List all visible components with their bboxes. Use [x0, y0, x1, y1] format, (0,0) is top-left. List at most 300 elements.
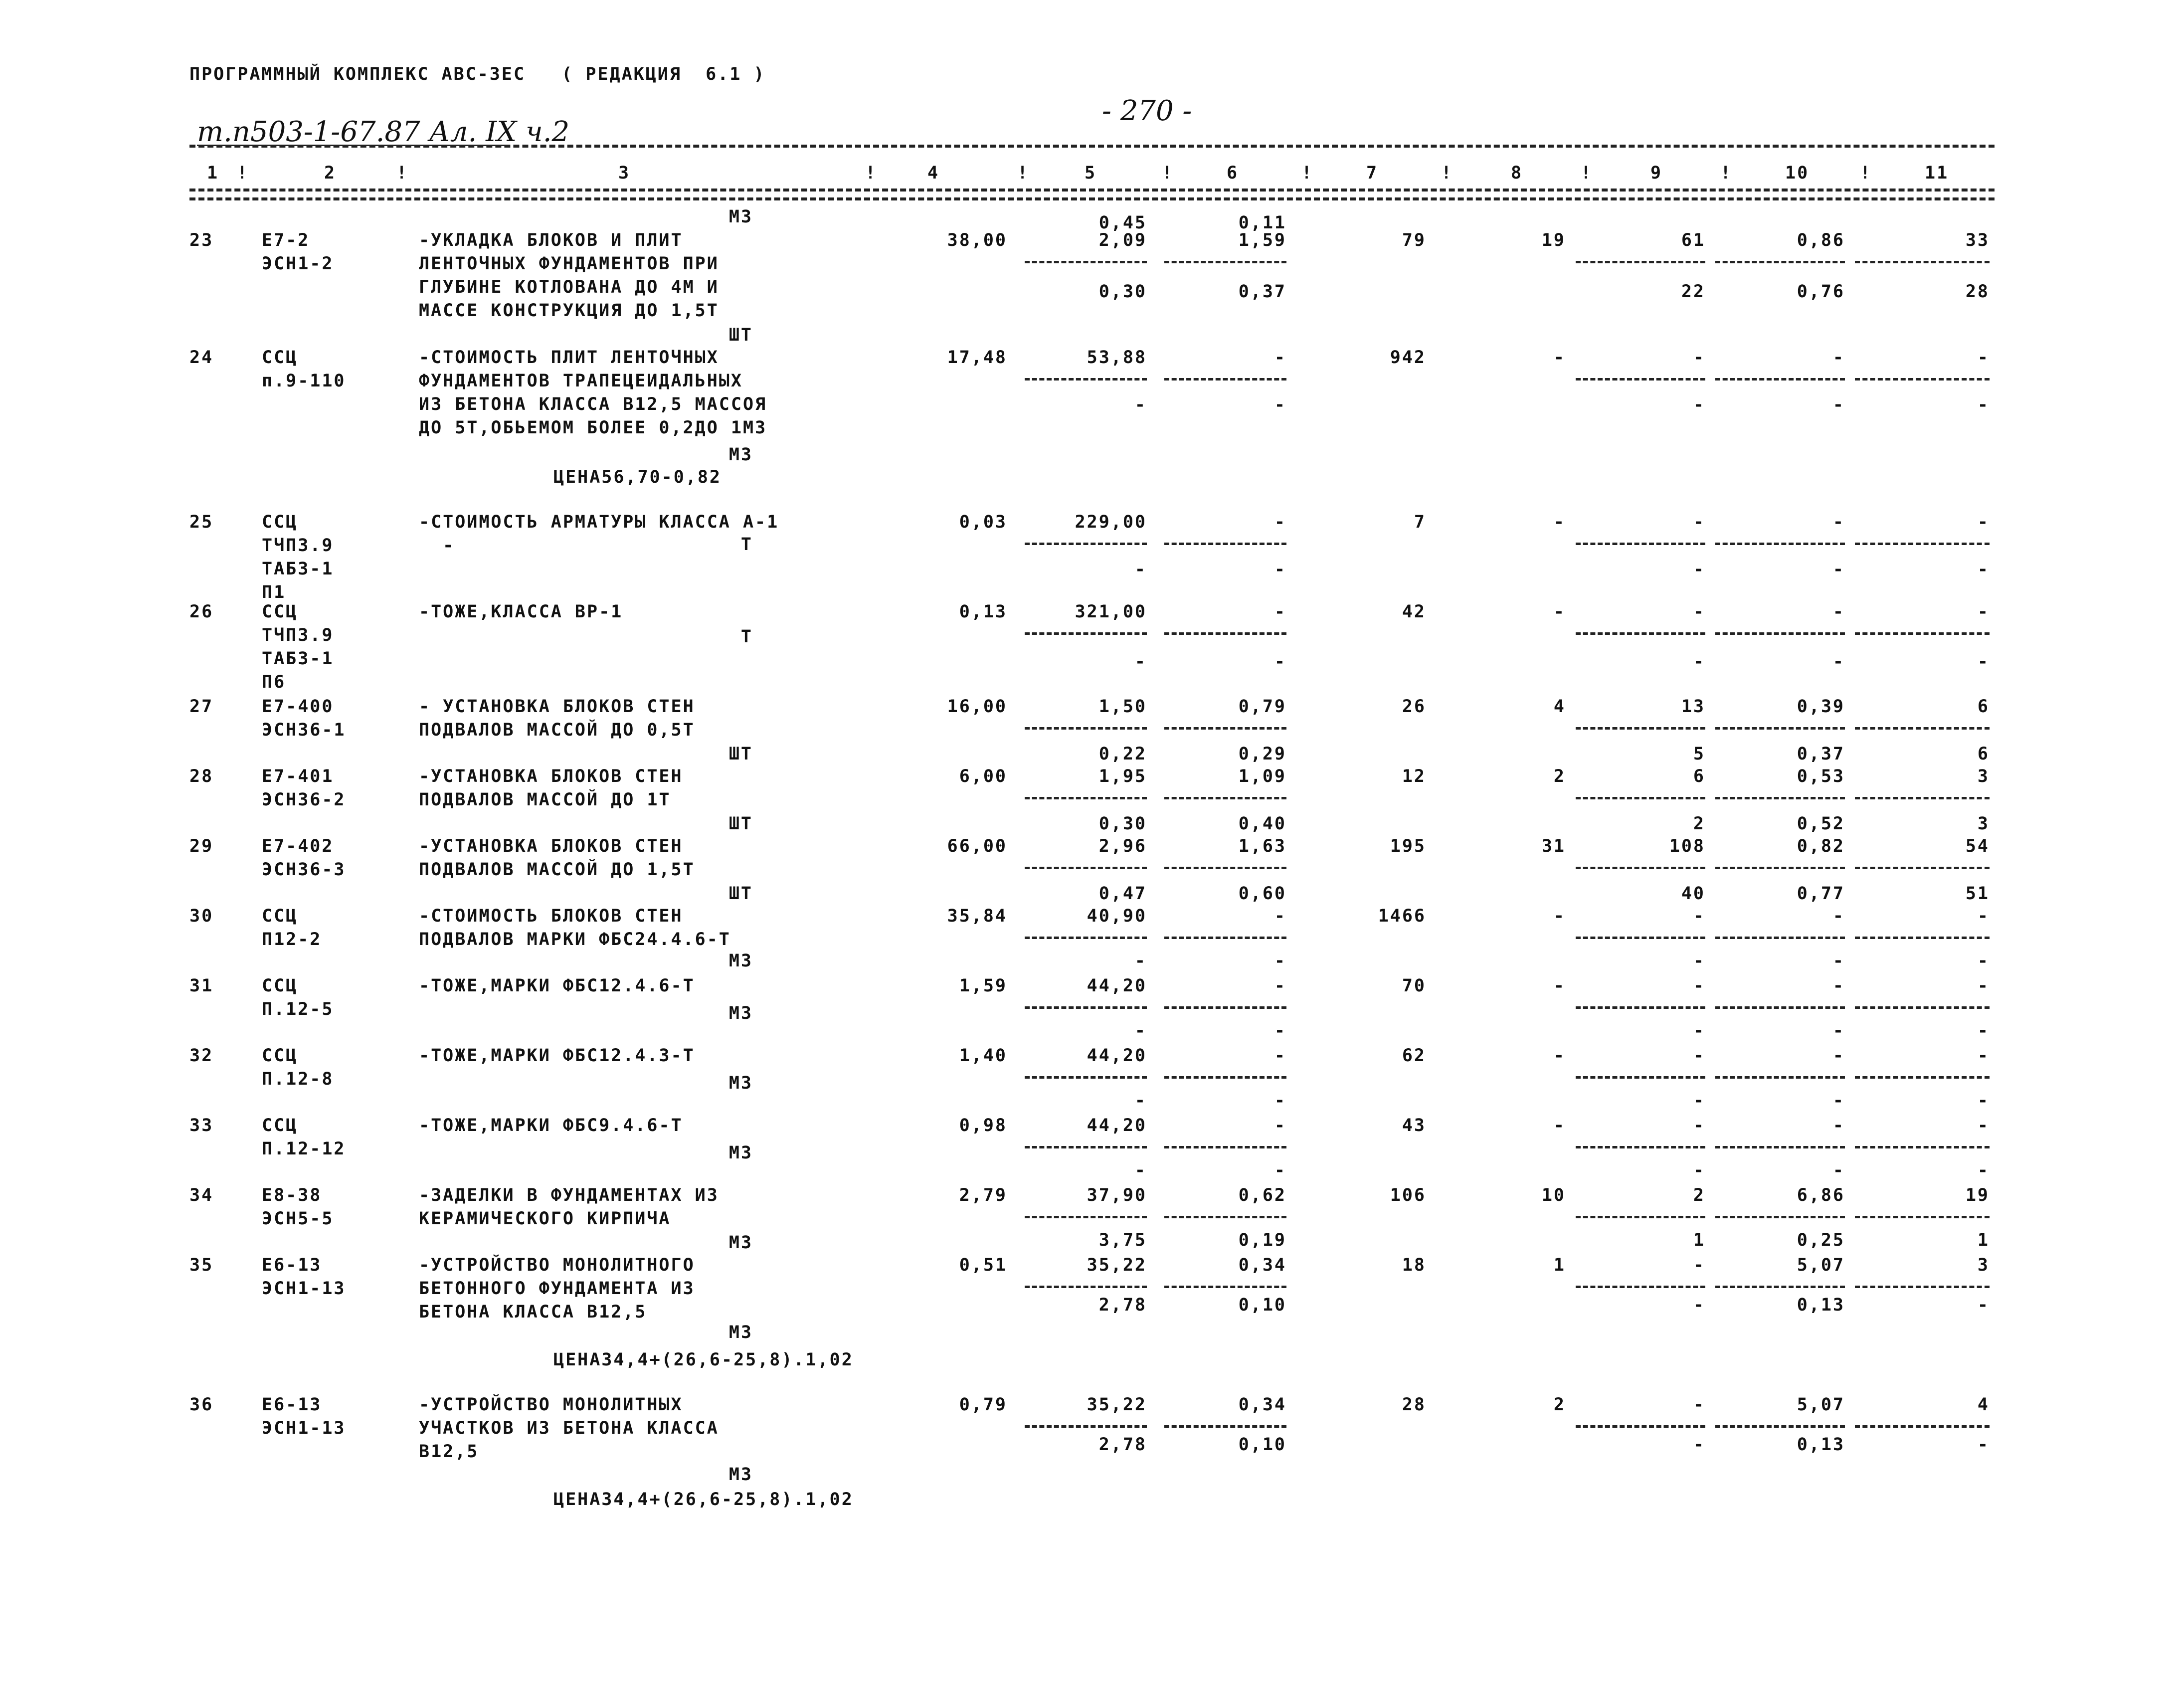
cell-c8: - [1553, 906, 1566, 926]
cell-c7: 28 [1402, 1395, 1426, 1415]
norm-code: Е7-401 [262, 766, 334, 786]
norm-code: ССЦ [262, 512, 298, 532]
cell-c8: - [1553, 348, 1566, 368]
cell-c10: - [1832, 602, 1845, 622]
value-separator [1715, 867, 1845, 869]
cell-c11b: - [1977, 1091, 1990, 1111]
value-separator [1715, 1146, 1845, 1148]
cell-c10b: - [1832, 951, 1845, 971]
cell-c6b: - [1274, 1160, 1286, 1180]
row-number: 28 [189, 766, 214, 786]
work-description: ПОДВАЛОВ МАССОЙ ДО 0,5Т [419, 720, 695, 740]
value-separator [1164, 797, 1286, 799]
column-header: 1 [207, 163, 219, 183]
norm-code: ТАБ3-1 [262, 559, 334, 579]
row-number: 26 [189, 602, 214, 622]
value-separator [1164, 867, 1286, 869]
cell-c10: - [1832, 512, 1845, 532]
program-header: ПРОГРАММНЫЙ КОМПЛЕКС АВС-ЗЕС ( РЕДАКЦИЯ 6.1 ) [189, 64, 766, 84]
cell-c7: 70 [1402, 976, 1426, 996]
cell-c9: - [1693, 1046, 1705, 1066]
column-header: 4 [927, 163, 940, 183]
column-header: 3 [618, 163, 631, 183]
cell-c11b: - [1977, 951, 1990, 971]
value-separator [1715, 1076, 1845, 1079]
column-separator: ! [1162, 163, 1174, 183]
cell-c6b: 0,11 [1238, 213, 1286, 233]
value-separator [1025, 1076, 1147, 1079]
cell-c9b: - [1693, 1021, 1705, 1041]
cell-c6b: - [1274, 395, 1286, 415]
cell-c5b: 3,75 [1098, 1230, 1147, 1250]
work-description: -ТОЖЕ,МАРКИ ФБС9.4.6-Т [419, 1116, 683, 1136]
cell-c9b: 22 [1681, 282, 1705, 302]
cell-c8: 2 [1553, 1395, 1566, 1415]
cell-c5b: 0,45 [1098, 213, 1147, 233]
cell-c6: - [1274, 1116, 1286, 1136]
price-formula: ЦЕНА34,4+(26,6-25,8).1,02 [553, 1350, 854, 1370]
unit-label: М3 [728, 1073, 753, 1093]
value-separator [1715, 727, 1845, 730]
work-description: ГЛУБИНЕ КОТЛОВАНА ДО 4М И [419, 277, 719, 297]
cell-c5: 44,20 [1087, 976, 1147, 996]
cell-c8: - [1553, 1116, 1566, 1136]
cell-c5b: - [1134, 560, 1147, 579]
column-header: 8 [1511, 163, 1523, 183]
cell-c10b: - [1832, 560, 1845, 579]
work-description: ИЗ БЕТОНА КЛАССА В12,5 МАССОЯ [419, 394, 767, 414]
cell-c11: 4 [1977, 1395, 1990, 1415]
column-separator: ! [1017, 163, 1030, 183]
cell-c5b: 0,30 [1098, 282, 1147, 302]
cell-c9b: 5 [1693, 744, 1705, 764]
value-separator [1715, 543, 1845, 545]
cell-c5b: - [1134, 1160, 1147, 1180]
cell-c5b: 0,30 [1098, 814, 1147, 834]
work-description: -СТОИМОСТЬ АРМАТУРЫ КЛАССА А-1 [419, 512, 779, 532]
norm-code: ТЧП3.9 [262, 625, 334, 645]
norm-code: ЭСН1-2 [262, 254, 334, 274]
cell-c10: 0,82 [1797, 836, 1845, 856]
cell-c8: - [1553, 512, 1566, 532]
row-number: 31 [189, 976, 214, 996]
cell-c10b: 0,52 [1797, 814, 1845, 834]
norm-code: ССЦ [262, 602, 298, 622]
column-header: 6 [1227, 163, 1239, 183]
row-number: 29 [189, 836, 214, 856]
cell-c10: 6,86 [1797, 1185, 1845, 1205]
work-description: В12,5 [419, 1442, 479, 1462]
cell-c9b: - [1693, 1160, 1705, 1180]
cell-c6: 0,62 [1238, 1185, 1286, 1205]
norm-code: Е7-402 [262, 836, 334, 856]
norm-code: ТЧП3.9 [262, 536, 334, 556]
work-description: БЕТОНА КЛАССА В12,5 [419, 1302, 647, 1322]
value-separator [1025, 727, 1147, 730]
work-description: ДО 5Т,ОБЬЕМОМ БОЛЕЕ 0,2ДО 1М3 [419, 418, 767, 438]
norm-code: ССЦ [262, 1116, 298, 1136]
value-separator [1164, 1006, 1286, 1009]
row-number: 34 [189, 1185, 214, 1205]
value-separator [1576, 632, 1705, 635]
cell-c5b: 0,47 [1098, 884, 1147, 904]
value-separator [1715, 797, 1845, 799]
cell-c4: 2,79 [959, 1185, 1007, 1205]
cell-c9: - [1693, 512, 1705, 532]
value-separator [1025, 378, 1147, 380]
cell-c6: - [1274, 348, 1286, 368]
norm-code: ССЦ [262, 1046, 298, 1066]
value-separator [1025, 1286, 1147, 1288]
cell-c5b: - [1134, 1091, 1147, 1111]
cell-c10b: 0,25 [1797, 1230, 1845, 1250]
cell-c11: 19 [1965, 1185, 1990, 1205]
value-separator [1855, 867, 1990, 869]
norm-code: П12-2 [262, 930, 322, 949]
cell-c10b: 0,13 [1797, 1435, 1845, 1455]
column-separator: ! [237, 163, 249, 183]
work-description: - УСТАНОВКА БЛОКОВ СТЕН [419, 697, 695, 717]
cell-c10: - [1832, 1116, 1845, 1136]
cell-c6: - [1274, 976, 1286, 996]
cell-c5: 321,00 [1075, 602, 1147, 622]
work-description: ПОДВАЛОВ МАРКИ ФБС24.4.6-Т [419, 930, 731, 949]
cell-c11: 54 [1965, 836, 1990, 856]
cell-c7: 12 [1402, 766, 1426, 786]
row-number: 30 [189, 906, 214, 926]
work-description: -ТОЖЕ,МАРКИ ФБС12.4.3-Т [419, 1046, 695, 1066]
cell-c10: 5,07 [1797, 1255, 1845, 1275]
work-description: -СТОИМОСТЬ ПЛИТ ЛЕНТОЧНЫХ [419, 348, 719, 368]
cell-c7: 7 [1414, 512, 1426, 532]
work-description: -СТОИМОСТЬ БЛОКОВ СТЕН [419, 906, 683, 926]
value-separator [1164, 1146, 1286, 1148]
value-separator [1576, 1146, 1705, 1148]
cell-c11b: - [1977, 395, 1990, 415]
cell-c9: - [1693, 976, 1705, 996]
cell-c11: - [1977, 602, 1990, 622]
cell-c9: - [1693, 1255, 1705, 1275]
column-separator: ! [1581, 163, 1593, 183]
cell-c11b: 28 [1965, 282, 1990, 302]
cell-c11: 6 [1977, 697, 1990, 717]
norm-code: п.9-110 [262, 371, 346, 391]
value-separator [1715, 632, 1845, 635]
cell-c9b: - [1693, 951, 1705, 971]
cell-c11: - [1977, 1046, 1990, 1066]
cell-c11b: - [1977, 560, 1990, 579]
work-description: -УСТАНОВКА БЛОКОВ СТЕН [419, 836, 683, 856]
row-number: 24 [189, 348, 214, 368]
cell-c5: 229,00 [1075, 512, 1147, 532]
work-description: МАССЕ КОНСТРУКЦИЯ ДО 1,5Т [419, 301, 719, 321]
cell-c11b: 1 [1977, 1230, 1990, 1250]
cell-c5: 44,20 [1087, 1116, 1147, 1136]
price-formula: ЦЕНА56,70-0,82 [553, 467, 722, 487]
value-separator [1164, 1076, 1286, 1079]
cell-c6: 0,34 [1238, 1395, 1286, 1415]
cell-c7: 195 [1390, 836, 1426, 856]
norm-code: Е8-38 [262, 1185, 322, 1205]
document-reference: т.п503-1-67.87 Ал. IX ч.2 [197, 116, 570, 148]
value-separator [1855, 797, 1990, 799]
cell-c10b: - [1832, 395, 1845, 415]
value-separator [1025, 1006, 1147, 1009]
norm-code: ССЦ [262, 348, 298, 368]
unit-label: М3 [728, 1003, 753, 1023]
column-header: 11 [1925, 163, 1949, 183]
cell-c6: 1,09 [1238, 766, 1286, 786]
row-number: 35 [189, 1255, 214, 1275]
norm-code: П1 [262, 582, 286, 602]
unit-label: Т [740, 627, 753, 647]
cell-c11b: 6 [1977, 744, 1990, 764]
work-description: - [419, 536, 455, 556]
cell-c10b: - [1832, 1160, 1845, 1180]
value-separator [1715, 378, 1845, 380]
cell-c6b: 0,60 [1238, 884, 1286, 904]
cell-c5: 2,96 [1098, 836, 1147, 856]
cell-c11: - [1977, 976, 1990, 996]
page-number: - 270 - [1102, 95, 1192, 127]
cell-c11b: - [1977, 1160, 1990, 1180]
cell-c9b: - [1693, 395, 1705, 415]
cell-c5: 1,95 [1098, 766, 1147, 786]
value-separator [1855, 1076, 1990, 1079]
cell-c11b: 3 [1977, 814, 1990, 834]
cell-c7: 42 [1402, 602, 1426, 622]
norm-code: ССЦ [262, 906, 298, 926]
cell-c8: 2 [1553, 766, 1566, 786]
value-separator [1855, 378, 1990, 380]
cell-c4: 16,00 [947, 697, 1007, 717]
norm-code: ЭСН36-3 [262, 860, 346, 880]
unit-label: М3 [728, 1465, 753, 1485]
value-separator [1164, 378, 1286, 380]
value-separator [1025, 632, 1147, 635]
cell-c8: 1 [1553, 1255, 1566, 1275]
value-separator [1025, 1216, 1147, 1218]
cell-c8: 10 [1541, 1185, 1566, 1205]
cell-c10: 0,39 [1797, 697, 1845, 717]
cell-c8: 19 [1541, 230, 1566, 250]
cell-c11: 3 [1977, 766, 1990, 786]
price-formula: ЦЕНА34,4+(26,6-25,8).1,02 [553, 1490, 854, 1510]
cell-c9b: - [1693, 560, 1705, 579]
cell-c7: 18 [1402, 1255, 1426, 1275]
cell-c9: 2 [1693, 1185, 1705, 1205]
value-separator [1715, 261, 1845, 263]
unit-label: М3 [728, 445, 753, 465]
cell-c10: 0,86 [1797, 230, 1845, 250]
value-separator [1164, 1216, 1286, 1218]
cell-c11b: - [1977, 652, 1990, 672]
cell-c10b: 0,13 [1797, 1295, 1845, 1315]
value-separator [1855, 1216, 1990, 1218]
value-separator [1576, 1006, 1705, 1009]
cell-c10b: 0,37 [1797, 744, 1845, 764]
cell-c6: - [1274, 602, 1286, 622]
header-rule-top [189, 145, 1995, 148]
value-separator [1855, 937, 1990, 939]
value-separator [1855, 727, 1990, 730]
value-separator [1715, 1286, 1845, 1288]
cell-c6b: 0,29 [1238, 744, 1286, 764]
work-description: УЧАСТКОВ ИЗ БЕТОНА КЛАССА [419, 1418, 719, 1438]
cell-c11b: - [1977, 1435, 1990, 1455]
value-separator [1715, 1006, 1845, 1009]
work-description: -УКЛАДКА БЛОКОВ И ПЛИТ [419, 230, 683, 250]
norm-code: ССЦ [262, 976, 298, 996]
cell-c9: - [1693, 906, 1705, 926]
cell-c8: - [1553, 976, 1566, 996]
row-number: 32 [189, 1046, 214, 1066]
work-description: ФУНДАМЕНТОВ ТРАПЕЦЕИДАЛЬНЫХ [419, 371, 743, 391]
cell-c5: 1,50 [1098, 697, 1147, 717]
cell-c11: 33 [1965, 230, 1990, 250]
cell-c5b: - [1134, 652, 1147, 672]
work-description: -УСТАНОВКА БЛОКОВ СТЕН [419, 766, 683, 786]
cell-c5b: - [1134, 395, 1147, 415]
column-separator: ! [1441, 163, 1453, 183]
value-separator [1576, 261, 1705, 263]
value-separator [1025, 937, 1147, 939]
cell-c9: - [1693, 1116, 1705, 1136]
row-number: 23 [189, 230, 214, 250]
cell-c4: 66,00 [947, 836, 1007, 856]
cell-c11: - [1977, 1116, 1990, 1136]
cell-c9: 13 [1681, 697, 1705, 717]
cell-c10b: - [1832, 1021, 1845, 1041]
cell-c11: 3 [1977, 1255, 1990, 1275]
norm-code: ЭСН1-13 [262, 1279, 346, 1299]
cell-c6b: - [1274, 1091, 1286, 1111]
cell-c6b: 0,10 [1238, 1295, 1286, 1315]
cell-c6b: 0,19 [1238, 1230, 1286, 1250]
row-number: 33 [189, 1116, 214, 1136]
norm-code: П.12-5 [262, 999, 334, 1019]
value-separator [1164, 261, 1286, 263]
cell-c6b: - [1274, 951, 1286, 971]
unit-label: М3 [728, 1323, 753, 1342]
cell-c7: 106 [1390, 1185, 1426, 1205]
value-separator [1576, 1076, 1705, 1079]
column-header: 2 [324, 163, 337, 183]
cell-c4: 17,48 [947, 348, 1007, 368]
header-rule-double [189, 197, 1995, 200]
value-separator [1576, 727, 1705, 730]
cell-c9: 6 [1693, 766, 1705, 786]
cell-c9b: 1 [1693, 1230, 1705, 1250]
cell-c9: 108 [1669, 836, 1705, 856]
cell-c4: 1,59 [959, 976, 1007, 996]
work-description: КЕРАМИЧЕСКОГО КИРПИЧА [419, 1209, 671, 1229]
column-separator: ! [1720, 163, 1733, 183]
cell-c6b: 0,40 [1238, 814, 1286, 834]
cell-c10b: 0,76 [1797, 282, 1845, 302]
cell-c7: 942 [1390, 348, 1426, 368]
cell-c9b: - [1693, 1091, 1705, 1111]
norm-code: П6 [262, 672, 286, 692]
cell-c10: - [1832, 348, 1845, 368]
value-separator [1855, 261, 1990, 263]
cell-c4: 0,03 [959, 512, 1007, 532]
cell-c5b: - [1134, 951, 1147, 971]
cell-c9: 61 [1681, 230, 1705, 250]
value-separator [1164, 727, 1286, 730]
cell-c8: 4 [1553, 697, 1566, 717]
cell-c10: 5,07 [1797, 1395, 1845, 1415]
column-header: 7 [1366, 163, 1379, 183]
norm-code: ЭСН1-13 [262, 1418, 346, 1438]
cell-c11: - [1977, 348, 1990, 368]
unit-label: ШТ [728, 814, 753, 834]
header-rule-bottom [189, 189, 1995, 191]
norm-code: П.12-12 [262, 1139, 346, 1159]
cell-c6b: - [1274, 560, 1286, 579]
unit-label: М3 [728, 1143, 753, 1163]
value-separator [1855, 632, 1990, 635]
value-separator [1025, 1146, 1147, 1148]
cell-c4: 1,40 [959, 1046, 1007, 1066]
norm-code: ЭСН36-2 [262, 790, 346, 810]
cell-c6: 1,63 [1238, 836, 1286, 856]
cell-c6: - [1274, 1046, 1286, 1066]
row-number: 36 [189, 1395, 214, 1415]
row-number: 27 [189, 697, 214, 717]
norm-code: ТАБ3-1 [262, 649, 334, 669]
value-separator [1025, 1425, 1147, 1428]
cell-c11b: - [1977, 1295, 1990, 1315]
column-header: 9 [1650, 163, 1663, 183]
cell-c6: 1,59 [1238, 230, 1286, 250]
value-separator [1576, 543, 1705, 545]
value-separator [1715, 1425, 1845, 1428]
norm-code: ЭСН5-5 [262, 1209, 334, 1229]
cell-c9: - [1693, 1395, 1705, 1415]
value-separator [1025, 867, 1147, 869]
norm-code: Е7-2 [262, 230, 310, 250]
work-description: -УСТРОЙСТВО МОНОЛИТНЫХ [419, 1395, 683, 1415]
cell-c4: 38,00 [947, 230, 1007, 250]
cell-c6: - [1274, 906, 1286, 926]
cell-c10b: - [1832, 1091, 1845, 1111]
cell-c7: 62 [1402, 1046, 1426, 1066]
norm-code: Е6-13 [262, 1255, 322, 1275]
cell-c5b: 2,78 [1098, 1295, 1147, 1315]
value-separator [1855, 1146, 1990, 1148]
cell-c7: 26 [1402, 697, 1426, 717]
value-separator [1576, 1425, 1705, 1428]
value-separator [1855, 1006, 1990, 1009]
unit-label: М3 [728, 1233, 753, 1253]
unit-label: М3 [728, 207, 753, 227]
value-separator [1715, 937, 1845, 939]
cell-c5: 44,20 [1087, 1046, 1147, 1066]
cell-c6b: 0,37 [1238, 282, 1286, 302]
cell-c5b: 2,78 [1098, 1435, 1147, 1455]
work-description: -ТОЖЕ,КЛАССА ВР-1 [419, 602, 623, 622]
value-separator [1025, 261, 1147, 263]
cell-c9b: 40 [1681, 884, 1705, 904]
cell-c9b: 2 [1693, 814, 1705, 834]
cell-c10b: - [1832, 652, 1845, 672]
norm-code: Е7-400 [262, 697, 334, 717]
value-separator [1164, 1286, 1286, 1288]
value-separator [1164, 543, 1286, 545]
column-separator: ! [865, 163, 878, 183]
unit-label: ШТ [728, 325, 753, 345]
